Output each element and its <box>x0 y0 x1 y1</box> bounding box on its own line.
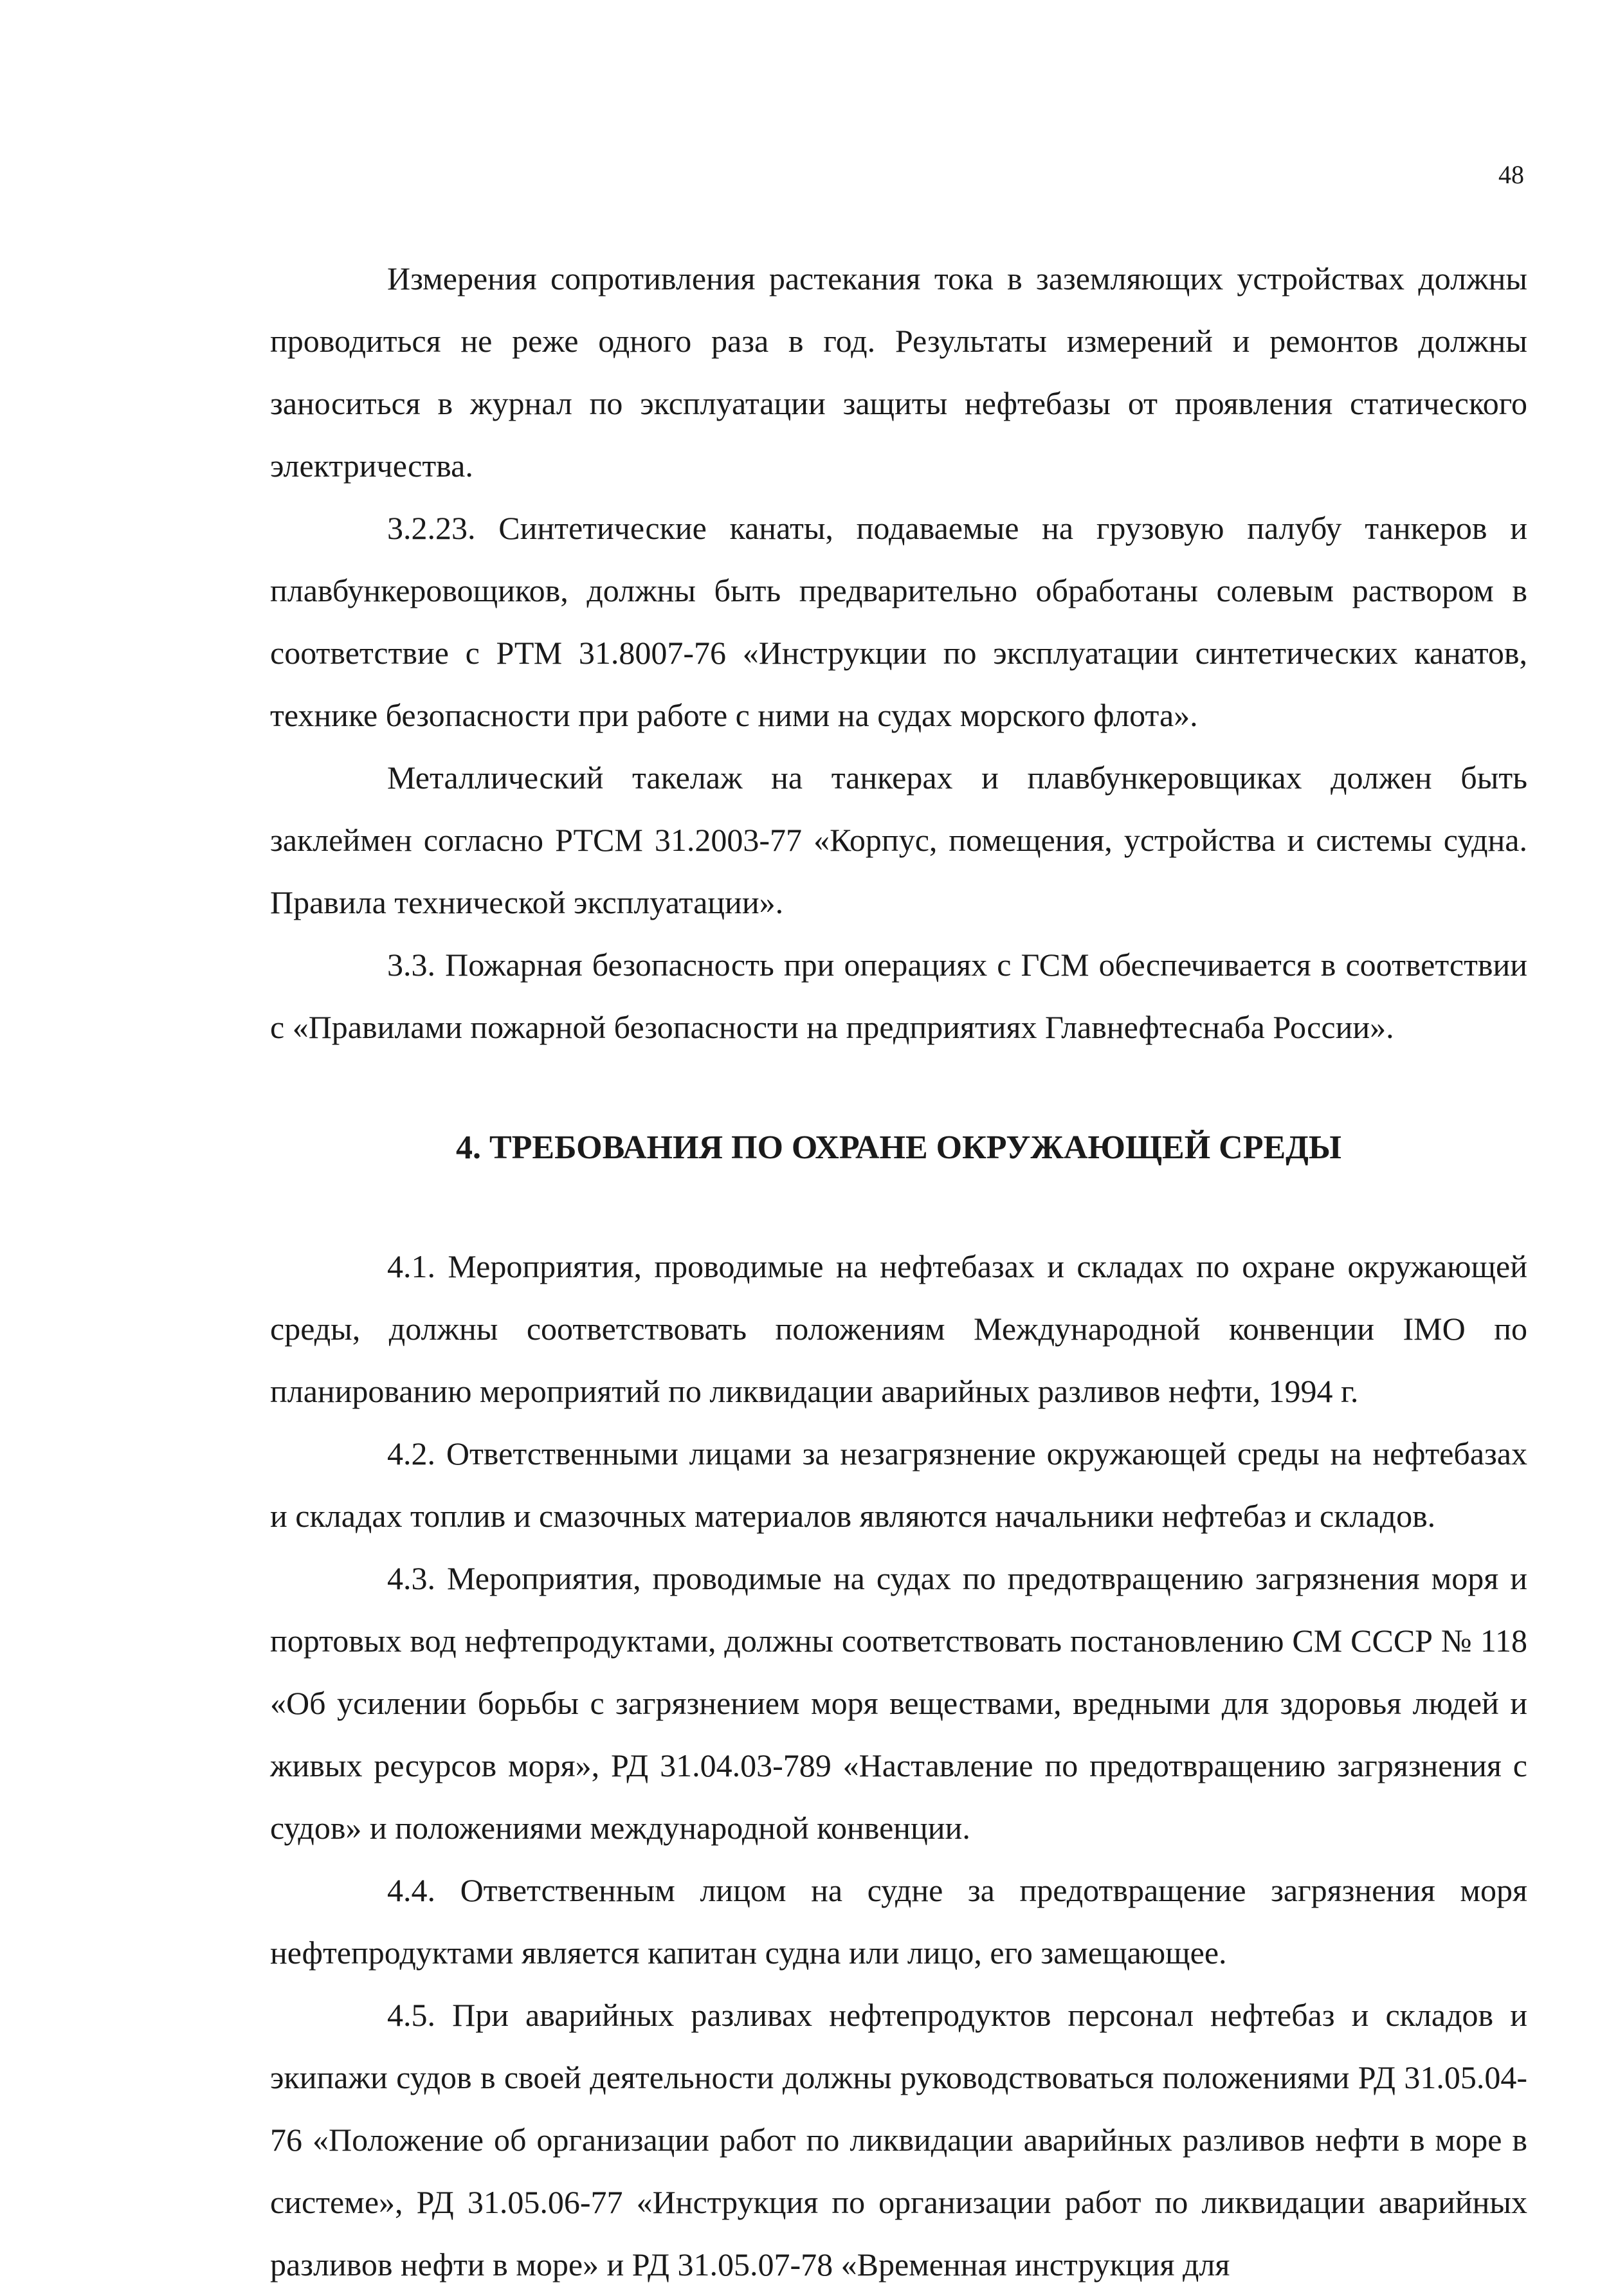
paragraph-4-1: 4.1. Мероприятия, проводимые на нефтебазах и складах по охране окружающей среды, должны соответствовать положениям Международной конвенции IMO по планированию мероприятий по ликвидации аварийных разливов нефти, 1994 г. <box>270 1248 1527 1409</box>
paragraph-metal-rigging: Металлический такелаж на танкерах и плавбункеровщиках должен быть заклеймен согласно РТСМ 31.2003-77 «Корпус, помещения, устройства и системы судна. Правила технической эксплуатации». <box>270 760 1527 920</box>
paragraph-3-2-23: 3.2.23. Синтетические канаты, подаваемые на грузовую палубу танкеров и плавбункеровощиков, должны быть предварительно обработаны солевым раствором в соответствие с РТМ 31.8007-76 «Инструкции по эксплуатации синтетических канатов, технике безопасности при работе с ними на судах морского флота». <box>270 510 1527 733</box>
paragraph-4-4: 4.4. Ответственным лицом на судне за предотвращение загрязнения моря нефтепродуктами является капитан судна или лицо, его замещающее. <box>270 1872 1527 1971</box>
paragraph-4-5: 4.5. При аварийных разливах нефтепродуктов персонал нефтебаз и складов и экипажи судов в своей деятельности должны руководствоваться положениями РД 31.05.04-76 «Положение об организации работ по ликвидации аварийных разливов нефти в море в системе», РД 31.05.06-77 «Инструкция по организации работ по ликвидации аварийных разливов нефти в море» и РД 31.05.07-78 «Временная инструкция для <box>270 1997 1527 2282</box>
document-body <box>270 248 1527 2296</box>
paragraph-grounding-measurements: Измерения сопротивления растекания тока в заземляющих устройствах должны проводиться не реже одного раза в год. Результаты измерений и ремонтов должны заноситься в журнал по эксплуатации защиты нефтебазы от проявления статического электричества. <box>270 260 1527 484</box>
page-number: 48 <box>1498 160 1524 189</box>
paragraph-4-3: 4.3. Мероприятия, проводимые на судах по предотвращению загрязнения моря и портовых вод нефтепродуктами, должны соответствовать постановлению СМ СССР № 118 «Об усилении борьбы с загрязнением моря веществами, вредными для здоровья людей и живых ресурсов моря», РД 31.04.03-789 «Наставление по предотвращению загрязнения с судов» и положениями международной конвенции. <box>270 1560 1527 1846</box>
paragraph-3-3: 3.3. Пожарная безопасность при операциях с ГСМ обеспечивается в соответствии с «Правилами пожарной безопасности на предприятиях Главнефтеснаба России». <box>270 947 1527 1045</box>
paragraph-4-2: 4.2. Ответственными лицами за незагрязнение окружающей среды на нефтебазах и складах топлив и смазочных материалов являются начальники нефтебаз и складов. <box>270 1435 1527 1534</box>
section-heading: 4. ТРЕБОВАНИЯ ПО ОХРАНЕ ОКРУЖАЮЩЕЙ СРЕДЫ <box>455 1129 1341 1166</box>
